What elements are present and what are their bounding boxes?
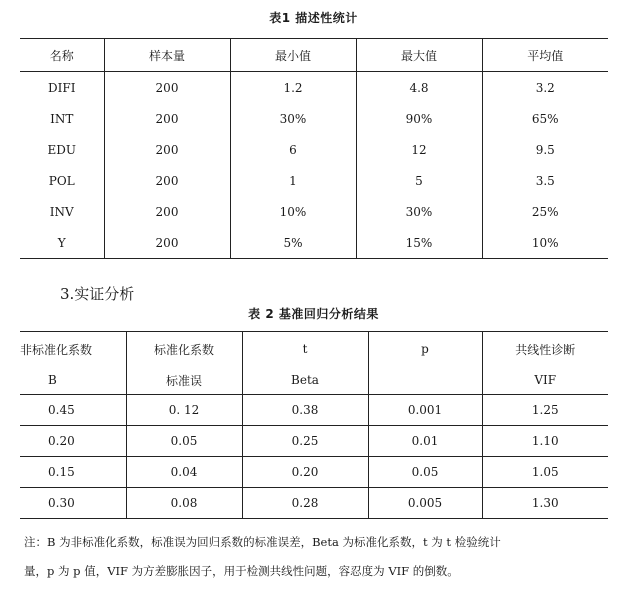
table-cell: 1.05 [482,457,608,488]
table-cell: 200 [104,72,230,104]
table-cell: 0.28 [242,488,368,519]
table-cell: 1.2 [230,72,356,104]
table-cell: 200 [104,134,230,165]
table2-caption: 表 2 基准回归分析结果 [248,307,379,321]
table-cell: 0.08 [126,488,242,519]
table-cell: EDU [47,142,76,157]
table-row [20,196,608,227]
regression-results-table [20,331,608,519]
table-cell: 0.30 [48,496,75,510]
table-cell: 15% [356,227,482,259]
table-cell: INV [49,204,74,219]
table-cell: 5 [356,165,482,196]
section-heading: 3.实证分析 [60,285,135,303]
table2-header-std-coef: 标准化系数 [126,332,242,367]
table-cell: 10% [230,196,356,227]
table1-header-row [20,39,608,72]
table-cell: 10% [482,227,608,259]
table-row [20,103,608,134]
table1-header-min: 最小值 [230,39,356,72]
table-cell: 0.20 [20,426,126,457]
table-note-line-2: 量，p 为 p 值，VIF 为方差膨胀因子，用于检测共线性问题，容忍度为 VIF 的倒数。 [24,564,459,578]
table2-header-p: p [368,332,482,367]
table-row [20,457,608,488]
table1-header-max: 最大值 [356,39,482,72]
table-cell: Y [57,235,66,250]
table-cell: 1.25 [482,395,608,426]
table-cell: 30% [230,103,356,134]
table-note-line-1: 注：B 为非标准化系数，标准误为回归系数的标准误差，Beta 为标准化系数，t 为 t 检验统计 [24,535,501,549]
table1-caption: 表1 描述性统计 [269,11,358,25]
table-cell: 30% [356,196,482,227]
table-cell: 1 [230,165,356,196]
table-cell: 1.30 [482,488,608,519]
table-cell: 200 [104,165,230,196]
table-cell: 0. 12 [126,395,242,426]
table-cell: 65% [482,103,608,134]
table-cell: 0.20 [242,457,368,488]
table-row [20,134,608,165]
table2-subheader-beta: Beta [242,366,368,395]
table-cell: 0.05 [368,457,482,488]
table1-header-sample-size: 样本量 [104,39,230,72]
table-row [20,165,608,196]
table-cell: 0.001 [368,395,482,426]
table2-header-row [20,332,608,367]
table-cell: 0.38 [242,395,368,426]
table-cell: 6 [230,134,356,165]
table-cell: 1.10 [482,426,608,457]
table-cell: 200 [104,196,230,227]
table-cell: 4.8 [356,72,482,104]
table-cell: 25% [482,196,608,227]
descriptive-stats-table [20,38,608,259]
table-cell: 0.05 [126,426,242,457]
table-cell: DIFI [48,80,76,95]
table-row [20,72,608,104]
table-row [20,426,608,457]
table-cell: 0.15 [20,457,126,488]
table-cell: 3.2 [482,72,608,104]
table-cell: INT [50,111,74,126]
table-row [20,227,608,259]
table-cell: 9.5 [482,134,608,165]
table-row [20,488,608,519]
table-cell: 12 [356,134,482,165]
table2-subheader-vif: VIF [482,366,608,395]
table2-header-t: t [242,332,368,367]
table-cell: 0.25 [242,426,368,457]
table-cell: 0.04 [126,457,242,488]
table1-header-name: 名称 [20,39,104,72]
table1-header-mean: 平均值 [482,39,608,72]
table-cell: 0.45 [20,395,126,426]
table2-subheader-std-error: 标准误 [126,366,242,395]
table-cell: 0.01 [368,426,482,457]
table2-header-unstd-coef: 非标准化系数 [20,342,93,357]
table-cell: 200 [104,227,230,259]
table2-header-collinearity: 共线性诊断 [482,332,608,367]
table-cell: 0.005 [368,488,482,519]
table-cell: POL [48,173,75,188]
table-cell: 3.5 [482,165,608,196]
table-row [20,395,608,426]
table-cell: 5% [230,227,356,259]
table2-subheader-row [20,366,608,395]
table-cell: 90% [356,103,482,134]
table2-subheader-empty [368,366,482,395]
table2-subheader-b: B [20,366,126,395]
table-cell: 200 [104,103,230,134]
